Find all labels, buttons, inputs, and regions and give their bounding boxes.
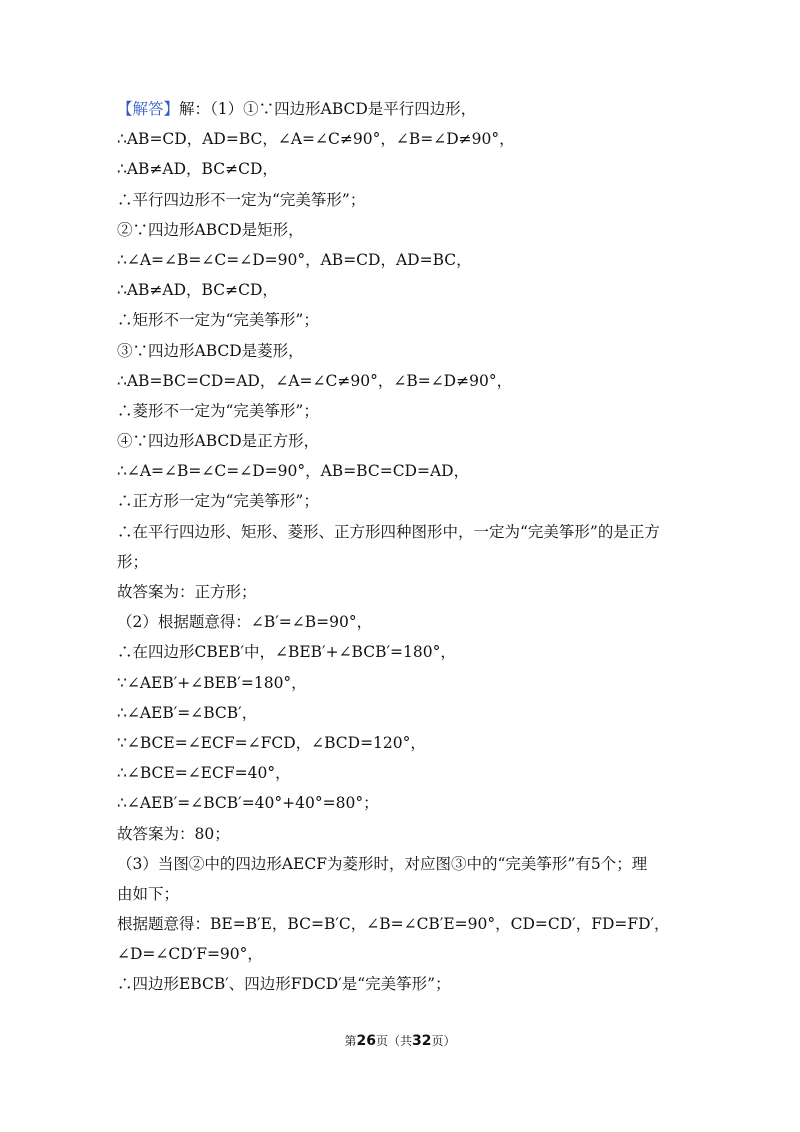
text-line — [117, 94, 697, 124]
text-line: ∴平行四边形不一定为“完美筝形”； — [117, 190, 366, 209]
text-line: ∴∠BCE=∠ECF=40°， — [117, 764, 291, 783]
text-line: ∴矩形不一定为“完美筝形”； — [117, 311, 319, 330]
text-line: ∴AB=BC=CD=AD，∠A=∠C≠90°，∠B=∠D≠90°， — [117, 371, 513, 390]
text-line: ∵∠AEB′+∠BEB′=180°， — [117, 673, 307, 692]
text-line: 由如下； — [117, 884, 180, 903]
footer-suffix: 页） — [431, 1034, 456, 1048]
text-line: （3）当图②中的四边形AECF为菱形时，对应图③中的“完美筝形”有5个；理 — [117, 854, 648, 873]
text-line: ∴在平行四边形、矩形、菱形、正方形四种图形中，一定为“完美筝形”的是正方 — [117, 522, 660, 541]
answer-tag: 【解答】 — [117, 100, 180, 118]
text-line: （2）根据题意得：∠B′=∠B=90°， — [117, 613, 373, 632]
text-line: ∴菱形不一定为“完美筝形”； — [117, 401, 319, 420]
text-line: 故答案为：正方形； — [117, 583, 257, 601]
text-line: ④∵四边形ABCD是正方形， — [117, 432, 320, 451]
text-line: ∴∠A=∠B=∠C=∠D=90°，AB=BC=CD=AD， — [117, 462, 470, 481]
line-text: 解：（1）①∵四边形ABCD是平行四边形， — [179, 100, 477, 118]
page-footer — [0, 1032, 800, 1049]
text-line: 故答案为：80； — [117, 824, 230, 843]
text-line: ∴AB≠AD，BC≠CD， — [117, 281, 278, 300]
page-total: 32 — [412, 1033, 432, 1049]
text-line: ∴∠A=∠B=∠C=∠D=90°，AB=CD，AD=BC， — [117, 250, 472, 269]
text-line: ③∵四边形ABCD是菱形， — [117, 341, 304, 360]
solution-text — [117, 94, 697, 1000]
text-line: ∠D=∠CD′F=90°， — [117, 945, 263, 964]
text-line: ∴四边形EBCB′、四边形FDCD′是“完美筝形”； — [117, 975, 451, 994]
footer-middle: 页（共 — [375, 1034, 412, 1048]
text-line: 根据题意得：BE=B′E，BC=B′C，∠B=∠CB′E=90°，CD=CD′，FD=FD′， — [117, 915, 670, 934]
text-line: ∴∠AEB′=∠BCB′， — [117, 703, 258, 722]
text-line: ∵∠BCE=∠ECF=∠FCD，∠BCD=120°， — [117, 733, 426, 752]
text-line: ∴在四边形CBEB′中，∠BEB′+∠BCB′=180°， — [117, 643, 456, 662]
text-line: ②∵四边形ABCD是矩形， — [117, 220, 304, 239]
text-line: ∴正方形一定为“完美筝形”； — [117, 492, 319, 511]
text-line: ∴∠AEB′=∠BCB′=40°+40°=80°； — [117, 794, 379, 813]
page-number: 26 — [356, 1033, 376, 1049]
text-line: 形； — [117, 552, 149, 571]
text-line: ∴AB=CD，AD=BC，∠A=∠C≠90°，∠B=∠D≠90°， — [117, 130, 515, 149]
text-line: ∴AB≠AD，BC≠CD， — [117, 160, 278, 179]
footer-prefix: 第 — [344, 1034, 357, 1048]
